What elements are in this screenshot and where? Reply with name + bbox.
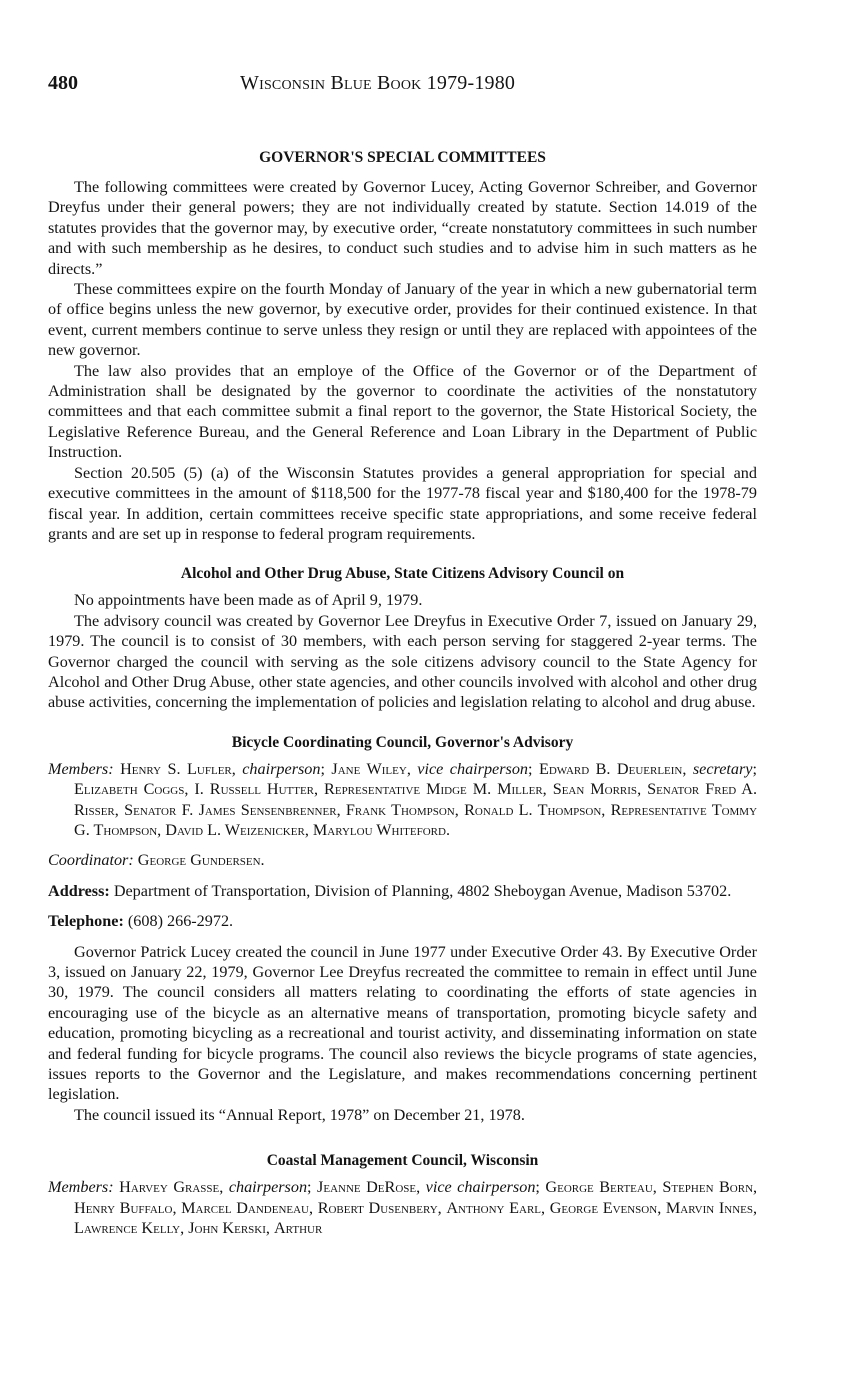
bicycle-paragraph-1: Governor Patrick Lucey created the council in June 1977 under Executive Order 43. By Executive Order 3, issued on January 22, 1979, Governor Lee Dreyfus recreated the committee to remain in effect until June 30, 1979. The council considers all matters relating to coordinating the efforts of state agencies in encouraging use of the bicycle as an alternative means of transportation, promoting bicycle safety and education, promoting bicycling as a recreational and tourist activity, and disseminating information on state and federal funding for bicycle programs. The council also reviews the bicycle programs of state agencies, issues reports to the Governor and the Legislature, and makes recommendations concerning pertinent legislation. <box>48 942 757 1104</box>
section-title: GOVERNOR'S SPECIAL COMMITTEES <box>259 149 546 166</box>
bicycle-telephone <box>48 911 757 931</box>
member-name: Elizabeth Coggs <box>74 780 185 799</box>
member-role: secretary <box>692 759 753 778</box>
member-name: Henry S. Lufler <box>120 759 232 778</box>
member-name: Representative Midge M. Miller <box>324 780 543 799</box>
member-name: Marcel Dandeneau <box>181 1198 309 1217</box>
member-name: John Kerski <box>188 1219 266 1238</box>
member-name: Frank Thompson <box>345 800 455 819</box>
members-label: Members: <box>48 759 114 778</box>
member-name: Ronald L. Thompson <box>464 800 602 819</box>
bicycle-members-list: Members: Henry S. Lufler, chairperson; Jane Wiley, vice chairperson; Edward B. Deuerlein, secretary; Elizabeth Coggs, I. Russell Hutter, Representative Midge M. Miller, Sean Morris, Senator Fred A. Risser, Senator F. James Sensenbrenner, Frank Thompson, Ronald L. Thompson, Representative Tommy G. Thompson, David L. Weizenicker, Marylou Whiteford. <box>48 759 758 839</box>
bicycle-coordinator <box>48 850 757 870</box>
alcohol-paragraph-1: No appointments have been made as of April 9, 1979. <box>74 591 423 610</box>
bicycle-council-heading: Bicycle Coordinating Council, Governor's Advisory <box>231 733 574 751</box>
running-title: Wisconsin Blue Book 1979-1980 <box>240 72 516 94</box>
member-role: chairperson <box>228 1178 308 1197</box>
member-name: Edward B. Deuerlein <box>538 759 683 778</box>
member-role: vice chairperson <box>425 1178 536 1197</box>
member-role: vice chairperson <box>417 759 529 778</box>
member-name: Robert Dusenbery <box>317 1198 438 1217</box>
member-name: Representative Tommy G. Thompson <box>74 800 758 839</box>
member-name: I. Russell Hutter <box>194 780 315 799</box>
member-name: Harvey Grasse <box>119 1178 220 1197</box>
coastal-members-list: Members: Harvey Grasse, chairperson; Jeanne DeRose, vice chairperson; George Berteau, Stephen Born, Henry Buffalo, Marcel Dandeneau, Robert Dusenbery, Anthony Earl, George Evenson, Marvin Innes, Lawrence Kelly, John Kerski, Arthur <box>48 1178 758 1238</box>
member-name: Senator Fred A. Risser <box>74 780 758 819</box>
members-label: Members: <box>48 1178 114 1197</box>
address-value: Department of Transportation, Division of Planning, 4802 Sheboygan Avenue, Madison 53702. <box>113 881 732 900</box>
member-name: Henry Buffalo <box>74 1198 173 1217</box>
member-name: Jane Wiley <box>331 759 407 778</box>
member-name: Lawrence Kelly <box>74 1219 181 1238</box>
member-name: Sean Morris <box>552 780 638 799</box>
member-name: Anthony Earl <box>446 1198 542 1217</box>
running-header <box>48 66 757 100</box>
alcohol-paragraph-2: The advisory council was created by Governor Lee Dreyfus in Executive Order 7, issued on January 29, 1979. The council is to consist of 30 members, with each person serving for staggered 2-year terms. The Governor charged the council with serving as the sole citizens advisory council to the State Agency for Alcohol and Other Drug Abuse, other state agencies, and other councils involved with alcohol and other drug abuse activities, concerning the implementation of policies and legislation relating to alcohol and drug abuse. <box>48 611 757 712</box>
intro-paragraph-3: The law also provides that an employe of the Office of the Governor or of the Department of Administration shall be designated by the governor to coordinate the activities of the nonstatutory committees and that each committee submit a final report to the governor, the State Historical Society, the Legislative Reference Bureau, and the General Reference and Loan Library in the Department of Public Instruction. <box>48 361 757 462</box>
member-name: Stephen Born <box>662 1178 754 1197</box>
member-name: George Evenson <box>549 1198 658 1217</box>
telephone-value: (608) 266-2972. <box>127 912 234 931</box>
alcohol-council-heading: Alcohol and Other Drug Abuse, State Citizens Advisory Council on <box>180 565 625 583</box>
member-name: David L. Weizenicker <box>165 820 305 839</box>
intro-paragraph-1: The following committees were created by Governor Lucey, Acting Governor Schreiber, and Governor Dreyfus under their general powers; they are not individually created by statute. Section 14.019 of the statutes provides that the governor may, by executive order, “create nonstatutory committees in such number and with such membership as he desires, to conduct such studies and to advise him in such matters as he directs.” <box>48 178 757 278</box>
coastal-council-heading: Coastal Management Council, Wisconsin <box>266 1152 539 1170</box>
member-name: Marvin Innes <box>665 1198 753 1217</box>
bicycle-paragraph-2: The council issued its “Annual Report, 1978” on December 21, 1978. <box>74 1105 525 1124</box>
intro-paragraph-4: Section 20.505 (5) (a) of the Wisconsin Statutes provides a general appropriation for special and executive committees in the amount of $118,500 for the 1977-78 fiscal year and $180,400 for the 1978-79 fiscal year. In addition, certain committees receive specific state appropriations, and some receive federal grants and are set up in response to federal program requirements. <box>48 463 757 543</box>
coordinator-name: George Gundersen. <box>137 851 265 870</box>
document-page <box>48 66 757 1238</box>
member-role: chairperson <box>242 759 321 778</box>
coordinator-label: Coordinator: <box>48 851 134 870</box>
member-name: Marylou Whiteford <box>312 820 446 839</box>
member-name: Senator F. James Sensenbrenner <box>124 800 337 819</box>
member-name: George Berteau <box>545 1178 653 1197</box>
bicycle-address <box>48 881 757 901</box>
intro-paragraph-2: These committees expire on the fourth Monday of January of the year in which a new gubernatorial term of office begins unless the new governor, by executive order, provides for their continued existence. In that event, current members continue to serve unless they resign or until they are replaced with appointees of the new governor. <box>48 280 757 360</box>
member-name: Jeanne DeRose <box>317 1178 417 1197</box>
page-number: 480 <box>48 72 78 94</box>
telephone-label: Telephone: <box>48 912 124 931</box>
member-name: Arthur <box>273 1219 323 1238</box>
address-label: Address: <box>48 881 110 900</box>
